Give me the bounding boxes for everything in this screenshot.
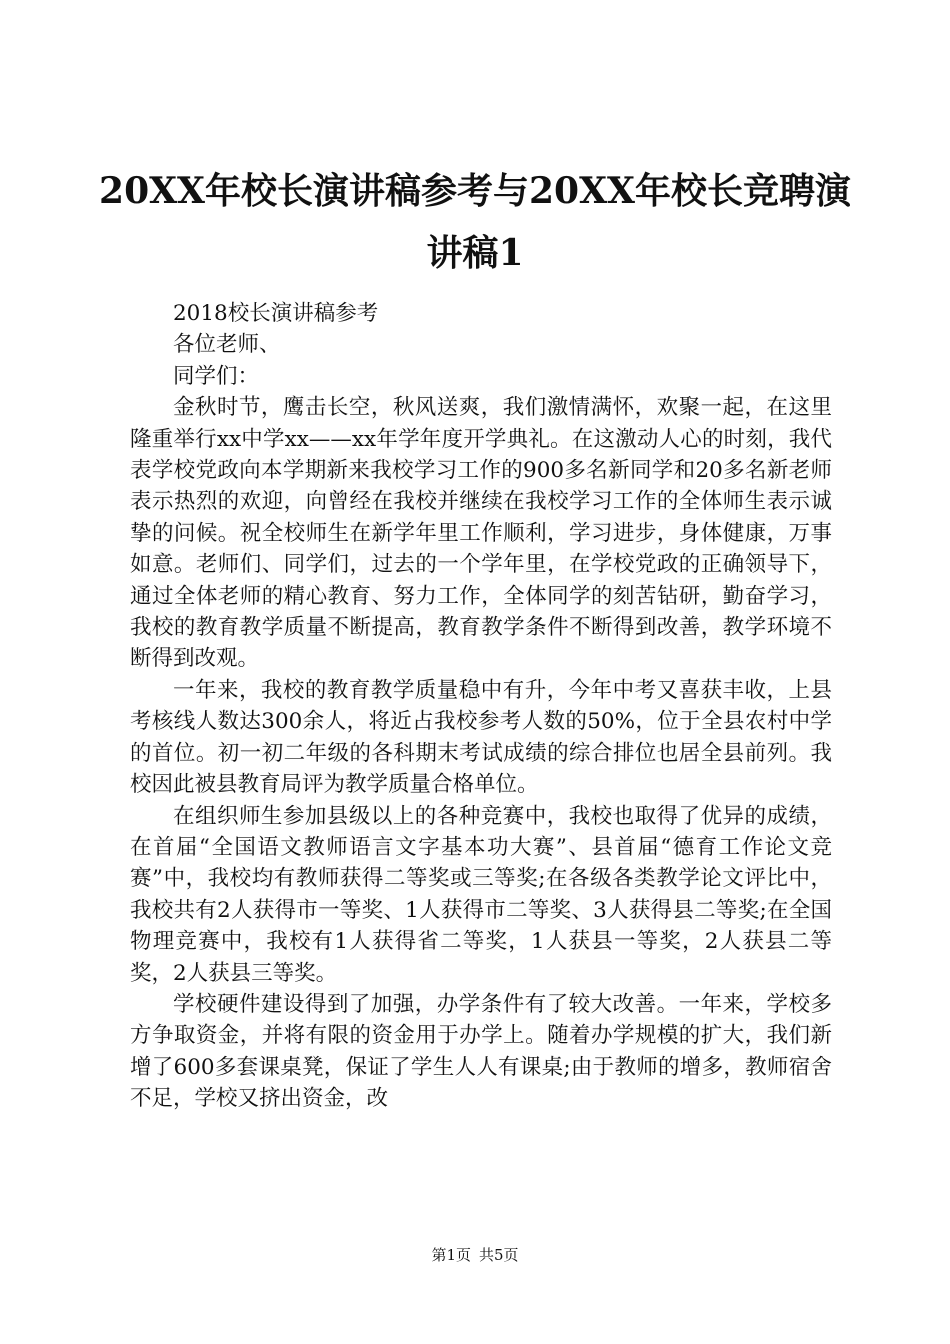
- paragraph-heading: 2018校长演讲稿参考: [173, 301, 379, 326]
- document-title: 20XX年校长演讲稿参考与20XX年校长竞聘演讲稿1: [99, 170, 851, 274]
- document-body: [130, 298, 832, 1115]
- page-total: 共5页: [479, 1246, 519, 1264]
- paragraph-salutation-teachers: 各位老师、: [173, 332, 281, 358]
- paragraph-achievements: 一年来，我校的教育教学质量稳中有升，今年中考又喜获丰收，上县考核线人数达300余人，将近占我校参考人数的50%，位于全县农村中学的首位。初一初二年级的各科期末考试成绩的综合排位也居全县前列。我校因此被县教育局评为教学质量合格单位。: [130, 677, 832, 798]
- paragraph-salutation-students: 同学们：: [173, 363, 260, 389]
- page-number: 第1页: [431, 1246, 471, 1264]
- page-footer: [0, 1244, 950, 1265]
- paragraph-facilities: 学校硬件建设得到了加强，办学条件有了较大改善。一年来，学校多方争取资金，并将有限的资金用于办学上。随着办学规模的扩大，我们新增了600多套课桌凳，保证了学生人人有课桌;由于教师的增多，教师宿舍不足，学校又挤出资金，改: [130, 991, 832, 1112]
- paragraph-competitions: 在组织师生参加县级以上的各种竞赛中，我校也取得了优异的成绩，在首届“全国语文教师语言文字基本功大赛”、县首届“德育工作论文竞赛”中，我校均有教师获得二等奖或三等奖;在各级各类教学论文评比中，我校共有2人获得市一等奖、1人获得市二等奖、3人获得县二等奖;在全国物理竞赛中，我校有1人获得省二等奖，1人获县一等奖，2人获县二等奖，2人获县三等奖。: [130, 803, 832, 986]
- paragraph-opening: 金秋时节，鹰击长空，秋风送爽，我们激情满怀，欢聚一起，在这里隆重举行xx中学xx——xx年学年度开学典礼。在这激动人心的时刻，我代表学校党政向本学期新来我校学习工作的900多名新同学和20多名新老师表示热烈的欢迎，向曾经在我校并继续在我校学习工作的全体师生表示诚挚的问候。祝全校师生在新学年里工作顺利，学习进步，身体健康，万事如意。老师们、同学们，过去的一个学年里，在学校党政的正确领导下，通过全体老师的精心教育、努力工作，全体同学的刻苦钻研，勤奋学习，我校的教育教学质量不断提高，教育教学条件不断得到改善，教学环境不断得到改观。: [130, 395, 832, 672]
